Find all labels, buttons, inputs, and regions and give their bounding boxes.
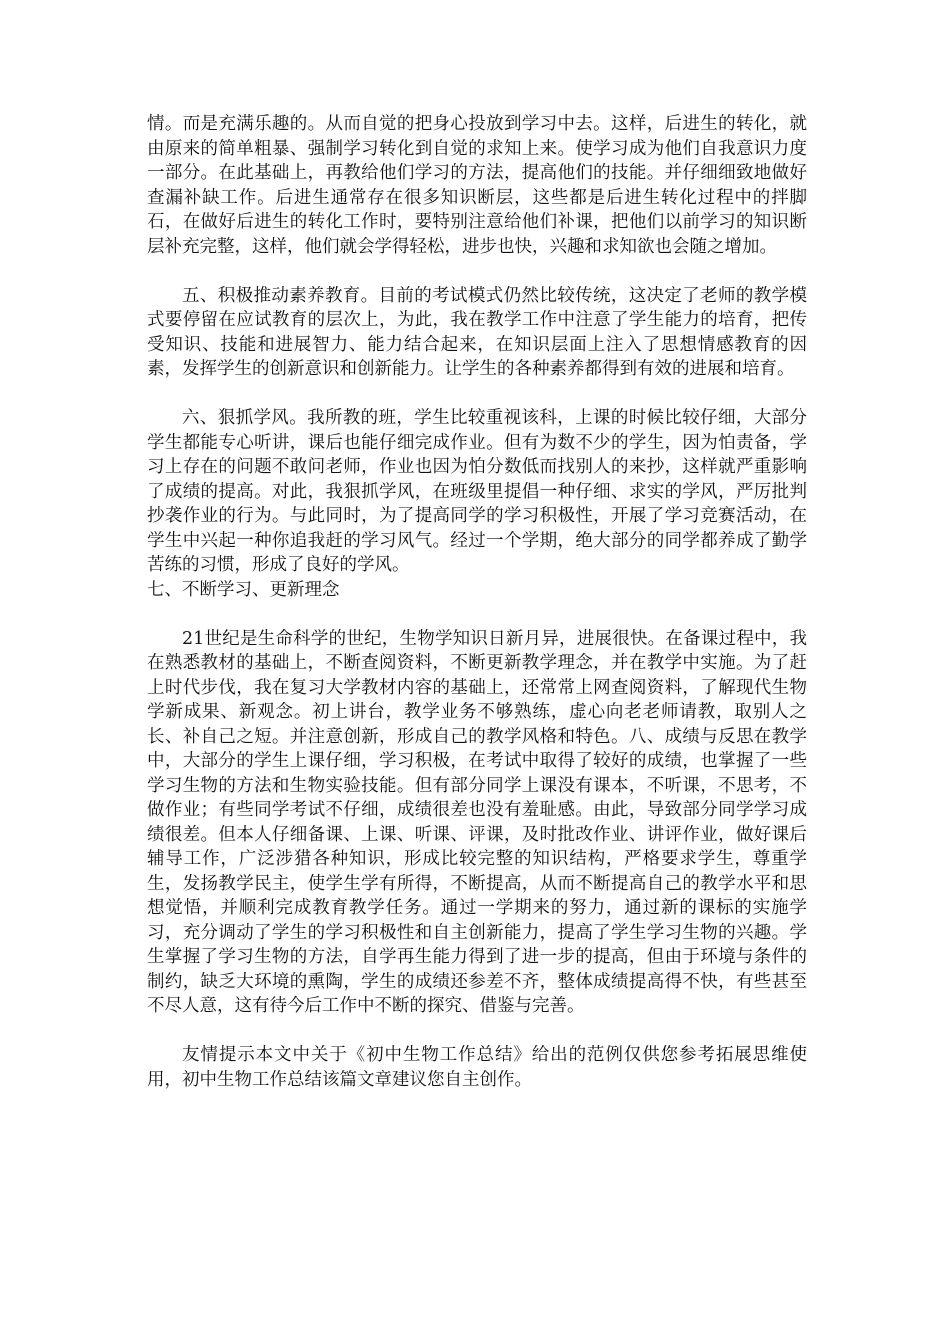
- paragraph-disclaimer: 友情提示本文中关于《初中生物工作总结》给出的范例仅供您参考拓展思维使用，初中生物工作总结该篇文章建议您自主创作。: [147, 1045, 807, 1090]
- paragraph-gap: [147, 1019, 807, 1044]
- paragraph-gap: [147, 602, 807, 627]
- paragraph-section-five: 五、积极推动素养教育。目前的考试模式仍然比较传统，这决定了老师的教学模式要停留在应试教育的层次上，为此，我在教学工作中注意了学生能力的培育，把传受知识、技能和进展智力、能力结合起来，在知识层面上注入了思想情感教育的因素，发挥学生的创新意识和创新能力。让学生的各种素养都得到有效的进展和培育。: [147, 285, 807, 379]
- paragraph-gap: [147, 382, 807, 407]
- paragraph-section-six: 六、狠抓学风。我所教的班，学生比较重视该科，上课的时候比较仔细，大部分学生都能专心听讲，课后也能仔细完成作业。但有为数不少的学生，因为怕责备，学习上存在的问题不敢问老师，作业也因为怕分数低而找别人的来抄，这样就严重影响了成绩的提高。对此，我狠抓学风，在班级里提倡一种仔细、求实的学风，严厉批判抄袭作业的行为。与此同时，为了提高同学的学习积极性，开展了学习竞赛活动，在学生中兴起一种你追我赶的学习风气。经过一个学期，绝大部分的同学都养成了勤学苦练的习惯，形成了良好的学风。: [147, 408, 807, 575]
- paragraph-continuation: 情。而是充满乐趣的。从而自觉的把身心投放到学习中去。这样，后进生的转化，就由原来的简单粗暴、强制学习转化到自觉的求知上来。使学习成为他们自我意识力度一部分。在此基础上，再教给他们学习的方法，提高他们的技能。并仔细细致地做好查漏补缺工作。后进生通常存在很多知识断层，这些都是后进生转化过程中的拌脚石，在做好后进生的转化工作时，要特别注意给他们补课，把他们以前学习的知识断层补充完整，这样，他们就会学得轻松，进步也快，兴趣和求知欲也会随之增加。: [147, 114, 807, 257]
- paragraph-gap: [147, 259, 807, 284]
- document-body: [147, 112, 807, 1092]
- section-seven-heading: 七、不断学习、更新理念: [147, 579, 340, 600]
- paragraph-section-seven: 21世纪是生命科学的世纪，生物学知识日新月异，进展很快。在备课过程中，我在熟悉教材的基础上，不断查阅资料，不断更新教学理念，并在教学中实施。为了赶上时代步伐，我在复习大学教材内容的基础上，还常常上网查阅资料，了解现代生物学新成果、新观念。初上讲台，教学业务不够熟练，虚心向老老师请教，取别人之长、补自己之短。并注意创新，形成自己的教学风格和特色。八、成绩与反思在教学中，大部分的学生上课仔细，学习积极，在考试中取得了较好的成绩，也掌握了一些学习生物的方法和生物实验技能。但有部分同学上课没有课本，不听课，不思考，不做作业；有些同学考试不仔细，成绩很差也没有羞耻感。由此，导致部分同学学习成绩很差。但本人仔细备课、上课、听课、评课，及时批改作业、讲评作业，做好课后辅导工作，广泛涉猎各种知识，形成比较完整的知识结构，严格要求学生，尊重学生，发扬教学民主，使学生学有所得，不断提高，从而不断提高自己的教学水平和思想觉悟，并顺利完成教育教学任务。通过一学期来的努力，通过新的课标的实施学习，充分调动了学生的学习积极性和自主创新能力，提高了学生学习生物的兴趣。学生掌握了学习生物的方法，自学再生能力得到了进一步的提高，但由于环境与条件的制约，缺乏大环境的熏陶，学生的成绩还参差不齐，整体成绩提高得不快，有些甚至不尽人意，这有待今后工作中不断的探究、借鉴与完善。: [147, 628, 807, 1016]
